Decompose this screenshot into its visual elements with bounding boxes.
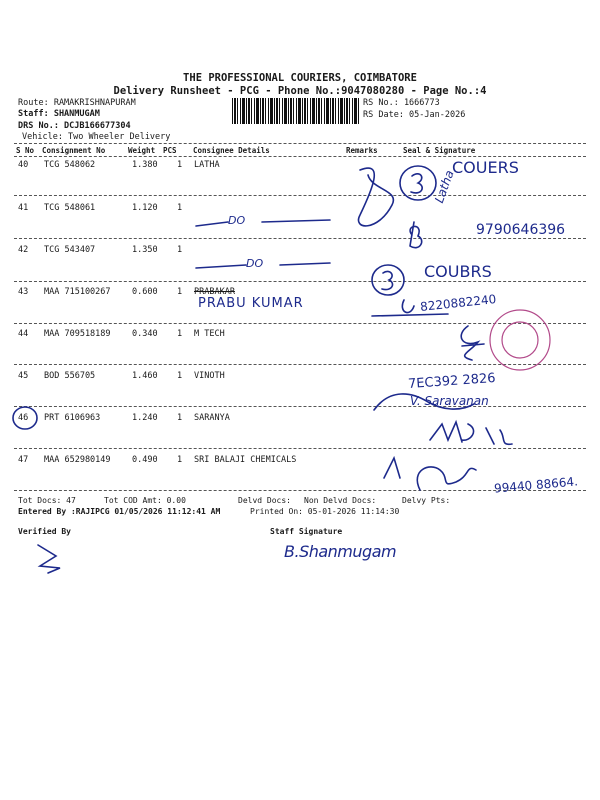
circle-mark <box>13 407 37 429</box>
row-pcs: 1 <box>177 413 183 423</box>
col-remarks: Remarks <box>346 146 378 155</box>
row-sno: 47 <box>18 455 29 465</box>
seal-stamp <box>490 310 550 370</box>
handwritten-name: V. Saravanan <box>410 394 489 408</box>
verified-signature <box>38 545 60 573</box>
verified-by-label: Verified By <box>18 527 71 536</box>
signature-scribble <box>359 168 394 226</box>
row-sno: 41 <box>18 203 29 213</box>
route-label: Route: RAMAKRISHNAPURAM <box>18 98 136 108</box>
staff-signature-ink: B.Shanmugam <box>284 542 397 561</box>
col-consignee: Consignee Details <box>193 146 270 155</box>
handwritten-remark: COUBRS <box>424 262 492 281</box>
handwritten-signature: Latha <box>432 168 457 205</box>
handwritten-phone: 7EC392 2826 <box>407 370 497 393</box>
row-sno: 40 <box>18 160 29 170</box>
row-pcs: 1 <box>177 455 183 465</box>
handwritten-phone: 9790646396 <box>476 222 566 238</box>
row-consignment: TCG 548061 <box>44 203 96 213</box>
row-weight: 1.240 <box>132 413 158 423</box>
row-consignment: PRT 6106963 <box>44 413 101 423</box>
rs-date: RS Date: 05-Jan-2026 <box>363 110 466 120</box>
drs-number: DRS No.: DCJB166677304 <box>18 121 131 131</box>
ditto-line <box>196 263 330 268</box>
col-weight: Weight <box>128 146 156 155</box>
row-consignee: PRABAKAR <box>194 287 235 297</box>
staff-label: Staff: SHANMUGAM <box>18 109 100 119</box>
row-consignee: SRI BALAJI CHEMICALS <box>194 455 297 465</box>
row-pcs: 1 <box>177 371 183 381</box>
row-weight: 1.120 <box>132 203 158 213</box>
runsheet-subtitle: Delivery Runsheet - PCG - Phone No.:9047080280 - Page No.:4 <box>113 85 487 97</box>
ditto-line <box>196 220 330 226</box>
row-consignment: MAA 709518189 <box>44 329 111 339</box>
rs-number: RS No.: 1666773 <box>363 98 440 108</box>
row-consignment: TCG 548062 <box>44 160 96 170</box>
row-weight: 1.460 <box>132 371 158 381</box>
handwritten-phone: 8220882240 <box>419 292 497 314</box>
row-pcs: 1 <box>177 287 183 297</box>
row-pcs: 1 <box>177 329 183 339</box>
signature-scribble <box>410 222 422 248</box>
handwritten-consignee: PRABU KUMAR <box>198 296 304 311</box>
row-consignment: MAA 652980149 <box>44 455 111 465</box>
row-consignment: BOD 556705 <box>44 371 96 381</box>
non-delivered-docs: Non Delvd Docs: <box>304 496 377 505</box>
entered-by: Entered By :RAJIPCG 01/05/2026 11:12:41 AM <box>18 507 221 516</box>
row-sno: 46 <box>18 413 29 423</box>
row-weight: 1.350 <box>132 245 158 255</box>
row-pcs: 1 <box>177 245 183 255</box>
row-consignee: SARANYA <box>194 413 230 423</box>
row-consignee: VINOTH <box>194 371 225 381</box>
row-pcs: 1 <box>177 160 183 170</box>
signature-scribble <box>461 326 484 360</box>
row-consignment: MAA 715100267 <box>44 287 111 297</box>
row-weight: 0.490 <box>132 455 158 465</box>
signature-scribble <box>384 458 476 490</box>
signature-scribble <box>430 422 512 444</box>
row-consignee: LATHA <box>194 160 220 170</box>
total-docs: Tot Docs: 47 <box>18 496 76 505</box>
signature-scribble <box>372 300 448 316</box>
staff-signature-label: Staff Signature <box>270 527 343 536</box>
row-weight: 0.340 <box>132 329 158 339</box>
runsheet-title: THE PROFESSIONAL COURIERS, COIMBATORE <box>183 72 417 84</box>
row-weight: 1.380 <box>132 160 158 170</box>
row-pcs: 1 <box>177 203 183 213</box>
signature-scribble <box>374 394 474 410</box>
handwritten-remark: COUERS <box>452 158 519 177</box>
circled-three <box>382 271 393 289</box>
row-sno: 45 <box>18 371 29 381</box>
circled-three <box>411 174 422 193</box>
row-sno: 44 <box>18 329 29 339</box>
col-pcs: PCS <box>163 146 177 155</box>
row-weight: 0.600 <box>132 287 158 297</box>
row-sno: 43 <box>18 287 29 297</box>
seal-stamp-inner <box>502 322 538 358</box>
col-sno: S No <box>16 146 35 155</box>
delivered-docs: Delvd Docs: <box>238 496 291 505</box>
total-cod-amount: Tot COD Amt: 0.00 <box>104 496 186 505</box>
handwritten-ditto: DO <box>228 214 246 227</box>
handwritten-ditto: DO <box>246 257 264 270</box>
vehicle-label: Vehicle: Two Wheeler Delivery <box>22 132 171 142</box>
col-consignment: Consignment No <box>42 146 106 155</box>
col-seal: Seal & Signature <box>403 146 476 155</box>
delivery-points: Delvy Pts: <box>402 496 451 505</box>
handwritten-phone: 99440 88664. <box>493 474 579 496</box>
row-consignee: M TECH <box>194 329 225 339</box>
row-sno: 42 <box>18 245 29 255</box>
row-consignment: TCG 543407 <box>44 245 96 255</box>
printed-on: Printed On: 05-01-2026 11:14:30 <box>250 507 400 516</box>
